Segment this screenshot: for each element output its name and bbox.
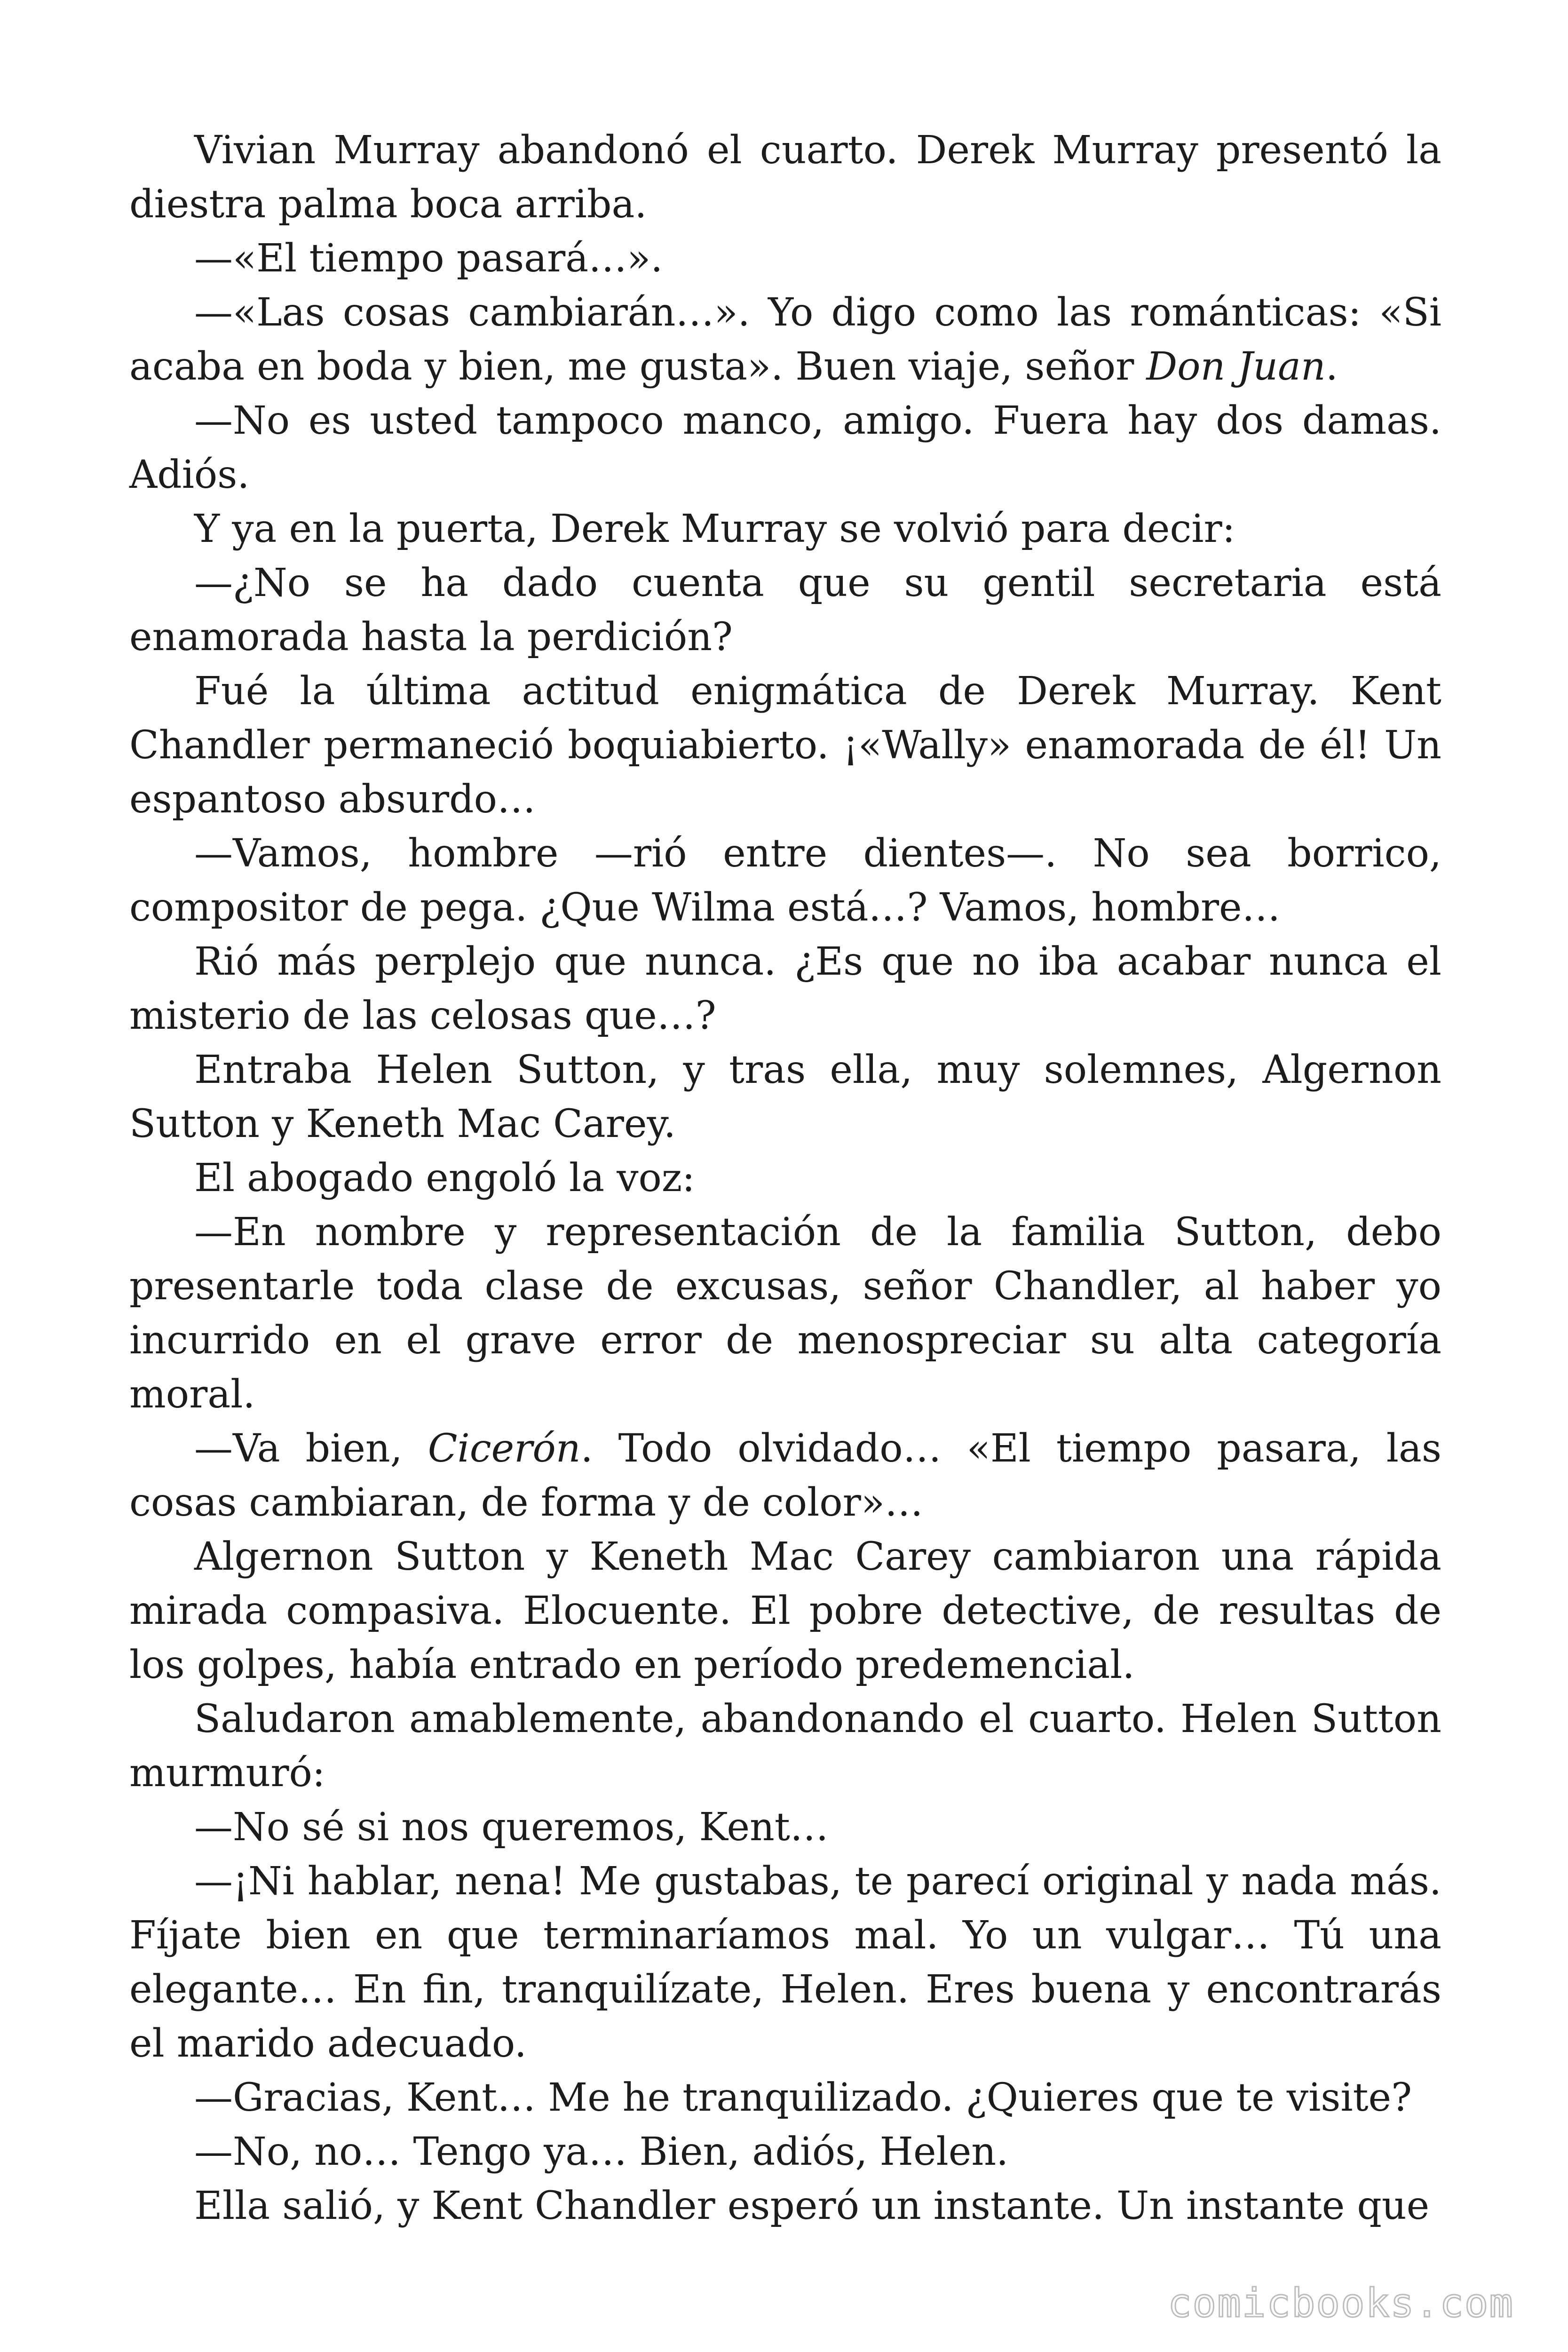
- paragraph: [129, 2179, 1441, 2233]
- text-run: —¿No se ha dado cuenta que su gentil secretaria está enamorada hasta la perdición?: [129, 561, 1441, 660]
- paragraph: [129, 394, 1441, 502]
- italic-text: Cicerón: [428, 1426, 581, 1471]
- text-run: Vivian Murray abandonó el cuarto. Derek Murray presentó la diestra palma boca arriba.: [129, 128, 1441, 227]
- text-run: Entraba Helen Sutton, y tras ella, muy solemnes, Algernon Sutton y Keneth Mac Carey.: [129, 1048, 1441, 1146]
- text-run: —«El tiempo pasará…».: [194, 236, 663, 281]
- text-run: Ella salió, y Kent Chandler esperó un instante. Un instante que: [194, 2184, 1430, 2228]
- paragraph: [129, 556, 1441, 664]
- text-run: Y ya en la puerta, Derek Murray se volvió para decir:: [194, 507, 1235, 551]
- text-run: —En nombre y representación de la familia Sutton, debo presentarle toda clase de excusas, señor Chandler, al haber yo incurrido en el grave error de menospreciar su alta categoría moral.: [129, 1210, 1441, 1417]
- text-run: Saludaron amablemente, abandonando el cuarto. Helen Sutton murmuró:: [129, 1697, 1441, 1796]
- text-run: El abogado engoló la voz:: [194, 1156, 695, 1200]
- text-run: Fué la última actitud enigmática de Derek Murray. Kent Chandler permaneció boquiabierto. ¡«Wally» enamorada de él! Un espantoso absurdo…: [129, 669, 1441, 822]
- text-run: —Gracias, Kent… Me he tranquilizado. ¿Quieres que te visite?: [194, 2075, 1412, 2120]
- text-run: —No, no… Tengo ya… Bien, adiós, Helen.: [194, 2130, 1009, 2174]
- paragraph: [129, 826, 1441, 935]
- paragraph: [129, 231, 1441, 286]
- paragraph: [129, 935, 1441, 1043]
- paragraph: [129, 1043, 1441, 1151]
- text-run: . Todo olvidado… «El tiempo pasara, las cosas cambiaran, de forma y de color»…: [129, 1426, 1441, 1525]
- text-run: —Vamos, hombre —rió entre dientes—. No sea borrico, compositor de pega. ¿Que Wilma está…? Vamos, hombre…: [129, 831, 1441, 930]
- paragraph: [129, 502, 1441, 556]
- paragraph: [129, 1692, 1441, 1800]
- paragraph: [129, 1151, 1441, 1205]
- text-run: —«Las cosas cambiarán…». Yo digo como las románticas: «Si acaba en boda y bien, me gusta». Buen viaje, señor: [129, 290, 1441, 389]
- paragraph: [129, 2071, 1441, 2125]
- paragraph: [129, 1854, 1441, 2071]
- italic-text: Don Juan: [1146, 344, 1326, 389]
- paragraph: [129, 286, 1441, 394]
- text-run: Rió más perplejo que nunca. ¿Es que no iba acabar nunca el misterio de las celosas que…?: [129, 939, 1441, 1038]
- paragraph: [129, 2125, 1441, 2179]
- paragraph: [129, 1422, 1441, 1530]
- paragraph: [129, 1530, 1441, 1692]
- text-run: —No sé si nos queremos, Kent…: [194, 1805, 829, 1850]
- page-body-text: [129, 123, 1441, 2233]
- text-run: .: [1325, 344, 1338, 389]
- site-watermark: comicbooks.com: [1167, 2280, 1514, 2326]
- text-run: —¡Ni hablar, nena! Me gustabas, te parecí original y nada más. Fíjate bien en que terminaríamos mal. Yo un vulgar… Tú una elegante… En fin, tranquilízate, Helen. Eres buena y encontrarás el marido adecuado.: [129, 1859, 1441, 2066]
- paragraph: [129, 664, 1441, 826]
- text-run: —Va bien,: [194, 1426, 428, 1471]
- paragraph: [129, 1205, 1441, 1422]
- paragraph: [129, 1800, 1441, 1854]
- text-run: Algernon Sutton y Keneth Mac Carey cambiaron una rápida mirada compasiva. Elocuente. El pobre detective, de resultas de los golpes, había entrado en período predemencial.: [129, 1534, 1441, 1687]
- paragraph: [129, 123, 1441, 231]
- text-run: —No es usted tampoco manco, amigo. Fuera hay dos damas. Adiós.: [129, 398, 1441, 497]
